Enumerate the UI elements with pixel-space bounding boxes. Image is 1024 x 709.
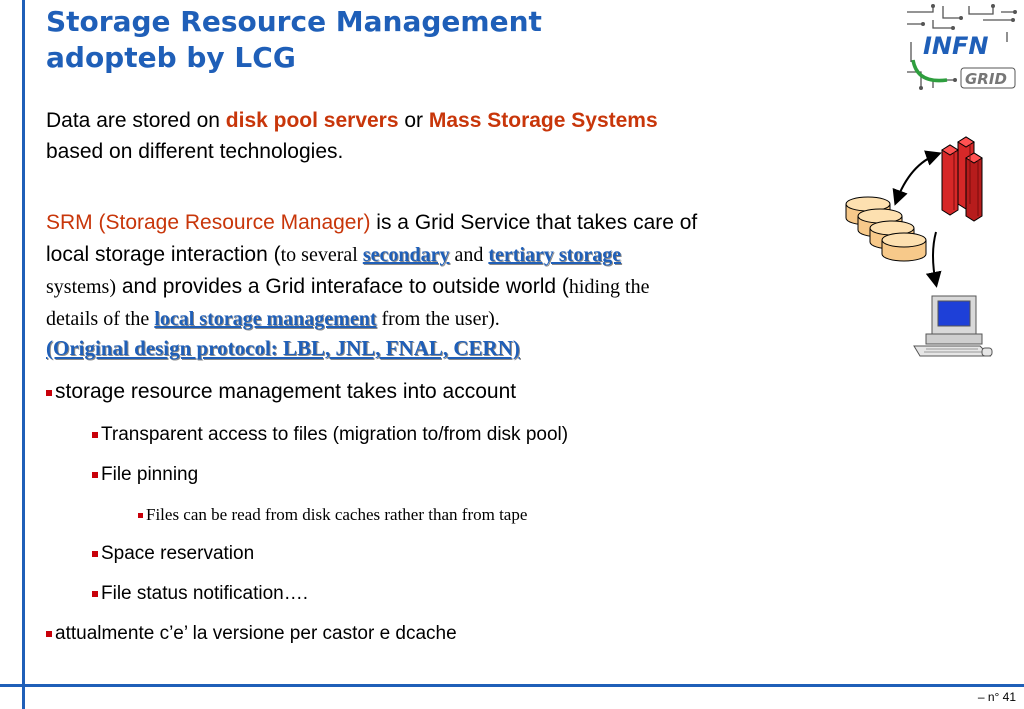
bullet-transparent-access [92, 424, 568, 446]
bullet-marker [92, 432, 98, 438]
srm-term: SRM (Storage Resource Manager) [46, 211, 371, 234]
logo-grid-text: GRID [965, 70, 1007, 88]
storage-diagram [840, 124, 1000, 364]
mass-storage-icon [942, 137, 982, 221]
computer-icon [914, 296, 992, 356]
infn-grid-logo [903, 2, 1019, 94]
bottom-accent-line [0, 684, 1024, 687]
bullet-marker [92, 551, 98, 557]
bullet-marker [46, 390, 52, 396]
bullet-text: attualmente c’e’ la versione per castor e dcache [55, 623, 457, 644]
local-storage-term: local storage management [154, 308, 377, 330]
bullet-file-pinning [92, 464, 198, 486]
para1-text-a: Data are stored on [46, 109, 226, 132]
secondary-term: secondary [362, 244, 450, 266]
bullet-text: Files can be read from disk caches rather than from tape [146, 505, 528, 524]
bullet-text: Transparent access to files (migration to/from disk pool) [101, 424, 569, 445]
down-arrow-icon [933, 232, 936, 284]
bullet-text: storage resource management takes into account [55, 380, 517, 403]
para2-serif-f: from the user). [376, 308, 500, 330]
bullet-castor-dcache [46, 623, 457, 645]
para1-text-c: based on different technologies. [46, 140, 344, 163]
tertiary-term: tertiary storage [488, 244, 622, 266]
bullet-text: Space reservation [101, 543, 255, 564]
para2-serif-c: systems) [46, 276, 116, 298]
bullet-srm-account [46, 380, 516, 404]
slide-number: – n° 41 [977, 690, 1016, 704]
bullet-disk-caches [138, 505, 527, 525]
bullet-text: File status notification…. [101, 583, 308, 604]
bullet-marker [92, 472, 98, 478]
para2-serif-e: details of the [46, 308, 155, 330]
bullet-space-reservation [92, 543, 254, 565]
para2-serif-a: to several [280, 244, 363, 266]
para1-mss: Mass Storage Systems [428, 109, 658, 132]
para1-disk-pool: disk pool servers [225, 109, 399, 132]
bullet-marker [92, 591, 98, 597]
disk-pool-icon [846, 197, 926, 261]
left-accent-line [22, 0, 25, 709]
para2-text-c: and provides a Grid interaface to outside world ( [116, 275, 569, 298]
transfer-arrow-icon [896, 154, 938, 202]
title-line-2: adopteb by LCG [46, 41, 296, 74]
bullet-text: File pinning [101, 464, 199, 485]
paragraph-srm [46, 207, 846, 335]
slide-title [46, 4, 866, 76]
bullet-marker [46, 631, 52, 637]
bullet-status-notification [92, 583, 308, 605]
title-line-1: Storage Resource Management [46, 5, 542, 38]
paragraph-data-storage [46, 105, 658, 167]
para2-text-b: local storage interaction ( [46, 243, 281, 266]
protocol-note: (Original design protocol: LBL, JNL, FNAL, CERN) [46, 336, 520, 360]
bullet-marker [138, 513, 143, 518]
para1-text-b: or [398, 109, 429, 132]
para2-serif-b: and [449, 244, 489, 266]
logo-infn-text: INFN [923, 32, 989, 60]
para2-serif-d: hiding the [568, 276, 650, 298]
para2-text-a: is a Grid Service that takes care of [370, 211, 698, 234]
